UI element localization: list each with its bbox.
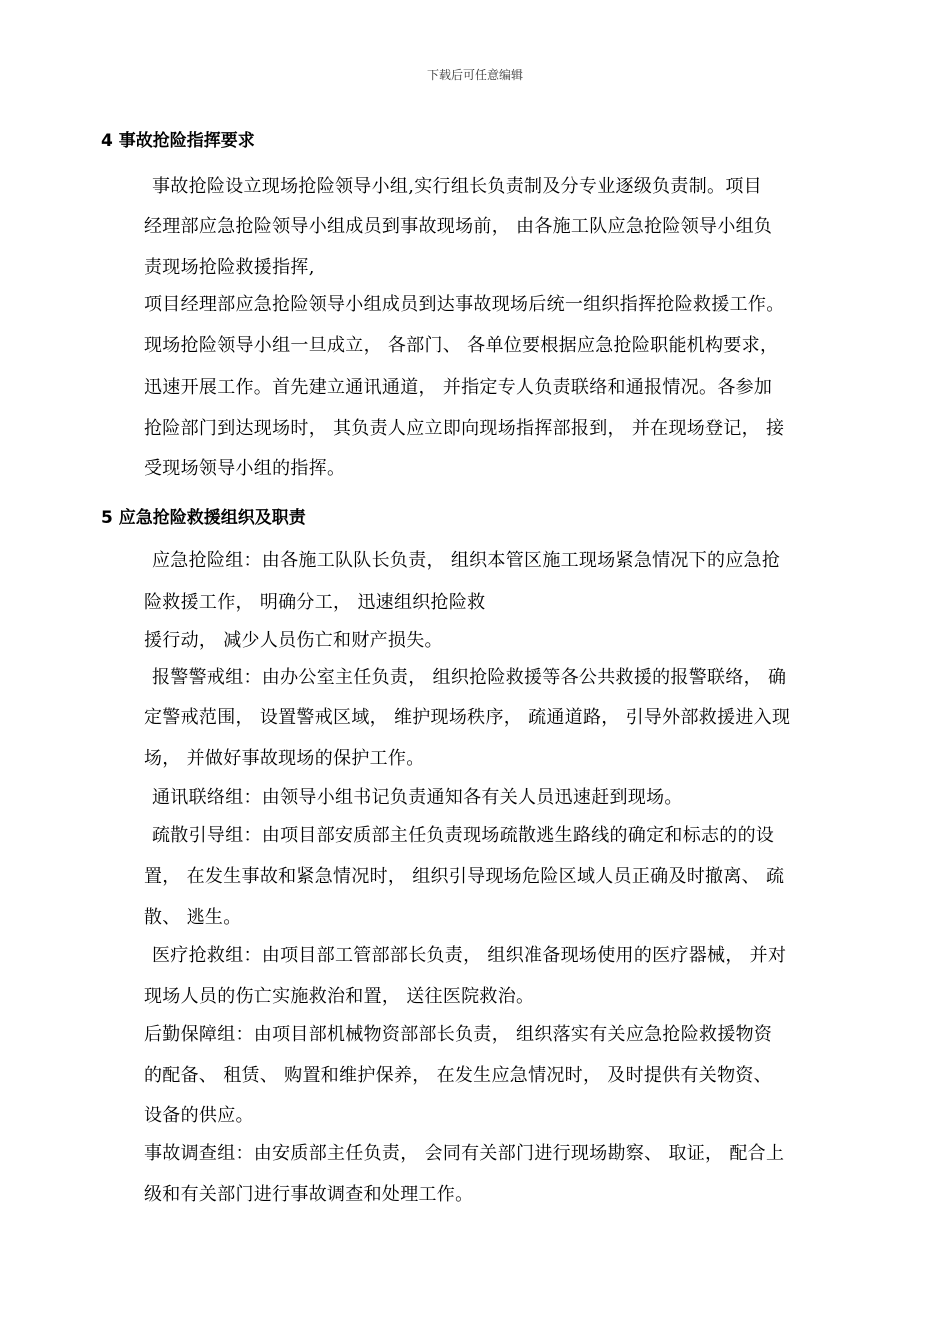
paragraph-line: 现场人员的伤亡实施救治和置， 送往医院救治。 (144, 986, 535, 1007)
paragraph-line: 援行动， 减少人员伤亡和财产损失。 (144, 630, 443, 651)
paragraph-line: 散、 逃生。 (144, 907, 242, 928)
paragraph-line: 险救援工作， 明确分工， 迅速组织抢险救 (144, 592, 486, 613)
paragraph-line: 受现场领导小组的指挥。 (144, 458, 346, 479)
paragraph-line: 疏散引导组：由项目部安质部主任负责现场疏散逃生路线的确定和标志的的设 (152, 825, 775, 846)
paragraph-line: 通讯联络组：由领导小组书记负责通知各有关人员迅速赶到现场。 (152, 787, 683, 808)
section-4-heading: 4 事故抢险指挥要求 (101, 131, 255, 151)
paragraph-line: 医疗抢救组：由项目部工管部部长负责， 组织准备现场使用的医疗器械， 并对 (152, 945, 787, 966)
paragraph-line: 事故调查组：由安质部主任负责， 会同有关部门进行现场勘察、 取证， 配合上 (144, 1143, 785, 1164)
paragraph-line: 设备的供应。 (144, 1105, 254, 1126)
paragraph-line: 定警戒范围， 设置警戒区域， 维护现场秩序， 疏通道路， 引导外部救援进入现 (144, 707, 791, 728)
paragraph-line: 的配备、 租赁、 购置和维护保养， 在发生应急情况时， 及时提供有关物资、 (144, 1065, 772, 1086)
paragraph-line: 后勤保障组：由项目部机械物资部部长负责， 组织落实有关应急抢险救援物资 (144, 1024, 773, 1045)
paragraph-line: 抢险部门到达现场时， 其负责人应立即向现场指挥部报到， 并在现场登记， 接 (144, 418, 785, 439)
paragraph-line: 场， 并做好事故现场的保护工作。 (144, 748, 425, 769)
paragraph-line: 置， 在发生事故和紧急情况时， 组织引导现场危险区域人员正确及时撤离、 疏 (144, 866, 785, 887)
paragraph-line: 现场抢险领导小组一旦成立， 各部门、 各单位要根据应急抢险职能机构要求， (144, 335, 779, 356)
page-header: 下载后可任意编辑 (426, 68, 523, 82)
paragraph-line: 项目经理部应急抢险领导小组成员到达事故现场后统一组织指挥抢险救援工作。 (144, 294, 785, 315)
paragraph-line: 级和有关部门进行事故调查和处理工作。 (144, 1184, 474, 1205)
paragraph-line: 应急抢险组：由各施工队队长负责， 组织本管区施工现场紧急情况下的应急抢 (152, 550, 781, 571)
section-5-heading: 5 应急抢险救援组织及职责 (101, 508, 306, 528)
paragraph-line: 迅速开展工作。首先建立通讯通道， 并指定专人负责联络和通报情况。各参加 (144, 377, 773, 398)
paragraph-line: 事故抢险设立现场抢险领导小组,实行组长负责制及分专业逐级负责制。项目 (152, 176, 762, 197)
paragraph-line: 经理部应急抢险领导小组成员到事故现场前， 由各施工队应急抢险领导小组负 (144, 216, 773, 237)
paragraph-line: 责现场抢险救援指挥, (144, 257, 315, 278)
paragraph-line: 报警警戒组：由办公室主任负责， 组织抢险救援等各公共救援的报警联络， 确 (152, 667, 787, 688)
